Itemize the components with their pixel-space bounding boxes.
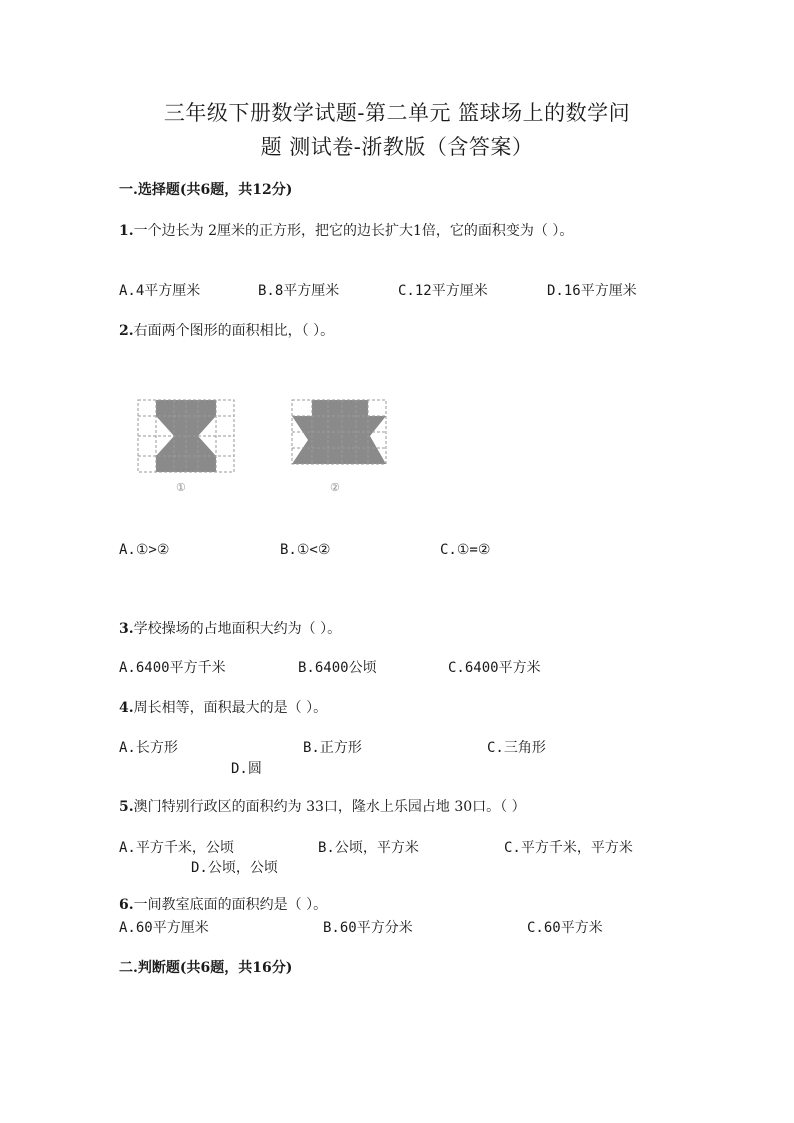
question-4 [119,697,327,717]
question-number: 2. [119,323,134,339]
q1-option-a[interactable]: A.4平方厘米 [119,283,201,299]
question-number: 5. [119,799,134,815]
q3-option-b[interactable]: B.6400公顷 [298,660,377,676]
question-6 [119,894,327,914]
question-2 [119,320,334,340]
question-number: 6. [119,897,134,913]
q2-option-a[interactable]: A.①>② [119,542,170,558]
q4-option-a[interactable]: A.长方形 [119,740,178,756]
document-title-line2: 题 测试卷-浙教版（含答案） [260,135,534,159]
grid-lines [138,400,234,472]
section-heading-judgement: 二.判断题(共6题，共16分) [119,960,293,976]
question-text: 一间教室底面的面积约是（ ）。 [133,897,328,913]
section-heading-choice: 一.选择题(共6题，共12分) [119,182,293,198]
q5-option-a[interactable]: A.平方千米，公顷 [119,840,234,856]
q2-option-b[interactable]: B.①<② [280,542,331,558]
figure-label-2: ② [330,481,340,494]
q3-option-a[interactable]: A.6400平方千米 [119,660,226,676]
q6-option-a[interactable]: A.60平方厘米 [119,920,209,936]
question-text: 周长相等，面积最大的是（ ）。 [133,700,328,716]
q5-option-b[interactable]: B.公顷，平方米 [318,840,419,856]
q5-option-c[interactable]: C.平方千米，平方米 [504,840,633,856]
question-text: 一个边长为 2厘米的正方形，把它的边长扩大1倍，它的面积变为（ ）。 [133,223,574,239]
q3-option-c[interactable]: C.6400平方米 [448,660,541,676]
question-5 [119,796,526,816]
question-text: 右面两个图形的面积相比，（ ）。 [133,323,335,339]
q5-option-d[interactable]: D.公顷，公顷 [191,860,278,876]
question-number: 4. [119,700,134,716]
question-3 [119,618,341,638]
q4-option-c[interactable]: C.三角形 [487,740,546,756]
q1-option-d[interactable]: D.16平方厘米 [547,283,637,299]
question-number: 1. [119,223,134,239]
figure-label-1: ① [176,481,186,494]
q4-option-b[interactable]: B.正方形 [303,740,362,756]
question-1 [119,220,573,240]
question-text: 学校操场的占地面积大约为（ ）。 [133,621,342,637]
question-number: 3. [119,621,134,637]
q1-option-c[interactable]: C.12平方厘米 [398,283,488,299]
q1-option-b[interactable]: B.8平方厘米 [258,283,340,299]
q6-option-b[interactable]: B.60平方分米 [323,920,413,936]
document-title-line1: 三年级下册数学试题-第二单元 篮球场上的数学问 [163,101,631,125]
q2-option-c[interactable]: C.①=② [440,542,491,558]
q6-option-c[interactable]: C.60平方米 [527,920,603,936]
question-text: 澳门特别行政区的面积约为 33口，隆水上乐园占地 30口。（ ） [133,799,526,815]
figure-shape-2 [290,398,388,470]
figure-shape-1 [137,398,235,474]
q4-option-d[interactable]: D.圆 [231,761,262,777]
